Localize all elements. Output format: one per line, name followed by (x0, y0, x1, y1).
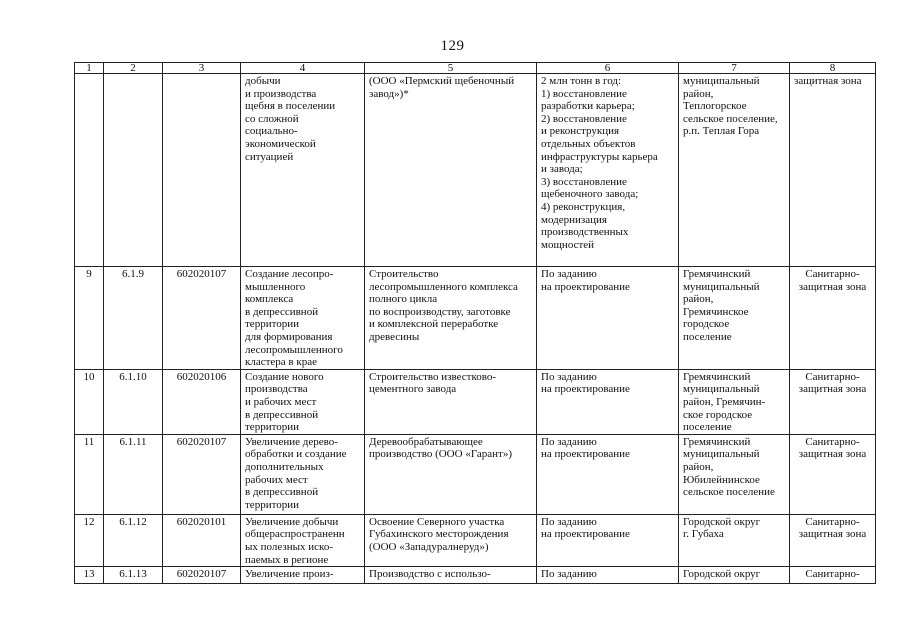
cell-text-line: 602020107 (176, 268, 227, 280)
cell-text-line: 6.1.9 (122, 268, 144, 280)
cell-text-line: По заданию (541, 268, 597, 280)
column-header: 5 (365, 63, 537, 74)
cell-text-line: 602020106 (176, 370, 227, 383)
cell-text-line: Гремячинское (683, 305, 749, 318)
cell-text-line: Строительство (369, 268, 439, 280)
cell-text-line: ых полезных иско- (245, 540, 333, 553)
cell-text-line: щебня в поселении (245, 100, 336, 113)
table-cell-col-5 (365, 267, 537, 370)
table-row (75, 369, 876, 434)
cell-text-line: район, (683, 460, 714, 473)
cell-text-line: на проектирование (541, 383, 630, 396)
cell-text-line: р.п. Теплая Гора (683, 125, 760, 138)
cell-text-line: 1) восстановление (541, 87, 627, 100)
cell-text-line: 2 млн тонн в год: (541, 75, 622, 87)
cell-text-line: Санитарно- (805, 435, 860, 448)
cell-text-line: Юбилейнинское (683, 473, 760, 486)
cell-text-line: По заданию (541, 370, 597, 383)
cell-text-line: мышленного (245, 280, 306, 293)
cell-text-line: цементного завода (369, 383, 457, 396)
table-cell-col-3 (163, 267, 241, 370)
table-cell-col-6 (537, 567, 679, 584)
table-cell-col-2 (104, 74, 163, 267)
cell-text-line: городское (683, 318, 730, 331)
cell-text-line: район, (683, 87, 714, 100)
cell-text-line: экономической (245, 137, 316, 150)
table-cell-col-1 (75, 74, 104, 267)
cell-text-line: инфраструктуры карьера (541, 150, 658, 163)
cell-text-line: разработки карьера; (541, 100, 635, 113)
table-cell-col-1 (75, 434, 104, 514)
cell-text-line: Санитарно- (805, 515, 860, 528)
register-table (74, 62, 876, 584)
cell-text-line: Санитарно- (805, 370, 860, 383)
cell-text-line: По заданию (541, 515, 597, 528)
column-header: 2 (104, 63, 163, 74)
cell-text-line: и завода; (541, 163, 583, 176)
cell-text-line: по воспроизводству, заготовке (369, 305, 511, 318)
table-cell-col-2 (104, 267, 163, 370)
cell-text-line: г. Губаха (683, 528, 724, 541)
cell-text-line: Гремячинский (683, 370, 751, 383)
table-cell-col-1 (75, 267, 104, 370)
cell-text-line: защитная зона (798, 528, 867, 541)
cell-text-line: территории (245, 498, 300, 511)
table-row (75, 74, 876, 267)
cell-text-line: 2) восстановление (541, 112, 627, 125)
table-row (75, 434, 876, 514)
table-cell-col-4 (241, 369, 365, 434)
cell-text-line: рабочих мест (245, 473, 308, 486)
cell-text-line: территории (245, 318, 300, 331)
cell-text-line: на проектирование (541, 280, 630, 293)
cell-text-line: Деревообрабатывающее (369, 435, 483, 448)
cell-text-line: 6.1.13 (119, 568, 147, 581)
table-cell-col-8 (790, 74, 876, 267)
cell-text-line: паемых в регионе (245, 553, 329, 566)
cell-text-line: район, Гремячин- (683, 395, 766, 408)
table-cell-col-3 (163, 369, 241, 434)
column-header: 4 (241, 63, 365, 74)
cell-text-line: 602020107 (176, 435, 227, 448)
column-header: 8 (790, 63, 876, 74)
table-cell-col-6 (537, 74, 679, 267)
table-cell-col-4 (241, 267, 365, 370)
cell-text-line: для формирования (245, 330, 333, 343)
cell-text-line: муниципальный (683, 75, 760, 87)
cell-text-line: мощностей (541, 238, 595, 251)
cell-text-line: Санитарно- (805, 568, 860, 581)
cell-text-line: По заданию (541, 435, 597, 448)
table-cell-col-6 (537, 514, 679, 566)
cell-text-line: 6.1.11 (119, 435, 147, 448)
cell-text-line: Гремячинский (683, 435, 751, 448)
cell-text-line: Создание нового (245, 370, 324, 383)
cell-text-line: кластера в крае (245, 356, 317, 369)
column-header: 1 (75, 63, 104, 74)
page-number: 129 (440, 38, 465, 54)
table-cell-col-1 (75, 567, 104, 584)
cell-text-line: 6.1.12 (119, 515, 147, 528)
table-row (75, 514, 876, 566)
cell-text-line: Теплогорское (683, 100, 747, 113)
cell-text-line: лесопромышленного комплекса (369, 280, 518, 293)
cell-text-line: на проектирование (541, 528, 630, 541)
cell-text-line: защитная зона (794, 75, 862, 87)
cell-text-line: Городской округ (683, 515, 761, 528)
table-cell-col-5 (365, 74, 537, 267)
table-cell-col-4 (241, 567, 365, 584)
cell-text-line: производство (ООО «Гарант») (369, 448, 513, 461)
table-cell-col-7 (679, 267, 790, 370)
table-cell-col-7 (679, 369, 790, 434)
table-cell-col-8 (790, 434, 876, 514)
cell-text-line: 12 (83, 515, 95, 528)
column-header: 3 (163, 63, 241, 74)
cell-text-line: 4) реконструкция, (541, 200, 626, 213)
column-header: 7 (679, 63, 790, 74)
cell-text-line: 10 (83, 370, 95, 383)
cell-text-line: Увеличение произ- (245, 568, 334, 581)
cell-text-line: полного цикла (369, 293, 438, 306)
cell-text-line: сельское поселение, (683, 112, 778, 125)
cell-text-line: 6.1.10 (119, 370, 147, 383)
table-cell-col-6 (537, 267, 679, 370)
cell-text-line: Создание лесопро- (245, 268, 334, 280)
table-cell-col-6 (537, 434, 679, 514)
table-cell-col-1 (75, 514, 104, 566)
cell-text-line: Производство с использо- (369, 568, 491, 581)
cell-text-line: общераспространенн (245, 528, 345, 541)
cell-text-line: 11 (83, 435, 95, 448)
cell-text-line: муниципальный (683, 448, 760, 461)
table-row (75, 567, 876, 584)
table-cell-col-7 (679, 567, 790, 584)
cell-text-line: защитная зона (798, 383, 867, 396)
table-cell-col-4 (241, 74, 365, 267)
cell-text-line: 602020107 (176, 568, 227, 581)
cell-text-line: древесины (369, 330, 420, 343)
cell-text-line: отдельных объектов (541, 137, 636, 150)
cell-text-line: со сложной (245, 112, 299, 125)
table-cell-col-5 (365, 369, 537, 434)
cell-text-line: район, (683, 293, 714, 306)
cell-text-line: муниципальный (683, 383, 760, 396)
cell-text-line: на проектирование (541, 448, 630, 461)
cell-text-line: Освоение Северного участка (369, 515, 505, 528)
table-cell-col-4 (241, 434, 365, 514)
cell-text-line: Гремячинский (683, 268, 751, 280)
table-cell-col-4 (241, 514, 365, 566)
table-cell-col-3 (163, 434, 241, 514)
cell-text-line: и комплексной переработке (369, 318, 499, 331)
cell-text-line: поселение (683, 421, 732, 434)
table-cell-col-3 (163, 74, 241, 267)
cell-text-line: и реконструкция (541, 125, 620, 138)
cell-text-line: добычи (245, 75, 281, 87)
table-cell-col-8 (790, 514, 876, 566)
table-cell-col-2 (104, 567, 163, 584)
table-cell-col-5 (365, 434, 537, 514)
cell-text-line: 602020101 (176, 515, 227, 528)
cell-text-line: Увеличение дерево- (245, 435, 338, 448)
cell-text-line: Губахинского месторождения (369, 528, 509, 541)
cell-text-line: Строительство известково- (369, 370, 497, 383)
cell-text-line: 13 (83, 568, 95, 581)
table-cell-col-2 (104, 514, 163, 566)
table-cell-col-2 (104, 369, 163, 434)
table-cell-col-1 (75, 369, 104, 434)
cell-text-line: 9 (86, 268, 92, 280)
cell-text-line: 3) восстановление (541, 175, 627, 188)
cell-text-line: По заданию (541, 568, 597, 581)
cell-text-line: щебеночного завода; (541, 188, 639, 201)
cell-text-line: Санитарно- (805, 268, 860, 280)
cell-text-line: защитная зона (798, 448, 867, 461)
header-row (75, 63, 876, 74)
table-cell-col-5 (365, 567, 537, 584)
cell-text-line: защитная зона (798, 280, 867, 293)
cell-text-line: Увеличение добычи (245, 515, 339, 528)
cell-text-line: в депрессивной (245, 305, 319, 318)
cell-text-line: Городской округ (683, 568, 761, 581)
table-cell-col-7 (679, 514, 790, 566)
cell-text-line: сельское поселение (683, 486, 775, 499)
table-cell-col-8 (790, 567, 876, 584)
table-cell-col-5 (365, 514, 537, 566)
table-cell-col-3 (163, 567, 241, 584)
cell-text-line: производства (245, 383, 308, 396)
cell-text-line: ское городское (683, 408, 753, 421)
cell-text-line: производственных (541, 226, 629, 239)
table-cell-col-8 (790, 267, 876, 370)
cell-text-line: поселение (683, 330, 732, 343)
cell-text-line: в депрессивной (245, 408, 319, 421)
cell-text-line: и рабочих мест (245, 395, 317, 408)
cell-text-line: социально- (245, 125, 298, 138)
cell-text-line: ситуацией (245, 150, 294, 163)
table-cell-col-7 (679, 74, 790, 267)
cell-text-line: территории (245, 421, 300, 434)
table-cell-col-6 (537, 369, 679, 434)
cell-text-line: завод»)* (369, 87, 409, 100)
column-header: 6 (537, 63, 679, 74)
cell-text-line: модернизация (541, 213, 607, 226)
table-row (75, 267, 876, 370)
table-cell-col-7 (679, 434, 790, 514)
cell-text-line: лесопромышленного (245, 343, 343, 356)
table-cell-col-2 (104, 434, 163, 514)
cell-text-line: обработки и создание (245, 448, 347, 461)
cell-text-line: и производства (245, 87, 317, 100)
table-cell-col-3 (163, 514, 241, 566)
cell-text-line: (ООО «Западуралнеруд») (369, 540, 489, 553)
table-cell-col-8 (790, 369, 876, 434)
cell-text-line: (ООО «Пермский щебеночный (369, 75, 515, 87)
cell-text-line: комплекса (245, 293, 294, 306)
cell-text-line: дополнительных (245, 460, 324, 473)
cell-text-line: в депрессивной (245, 486, 319, 499)
cell-text-line: муниципальный (683, 280, 760, 293)
